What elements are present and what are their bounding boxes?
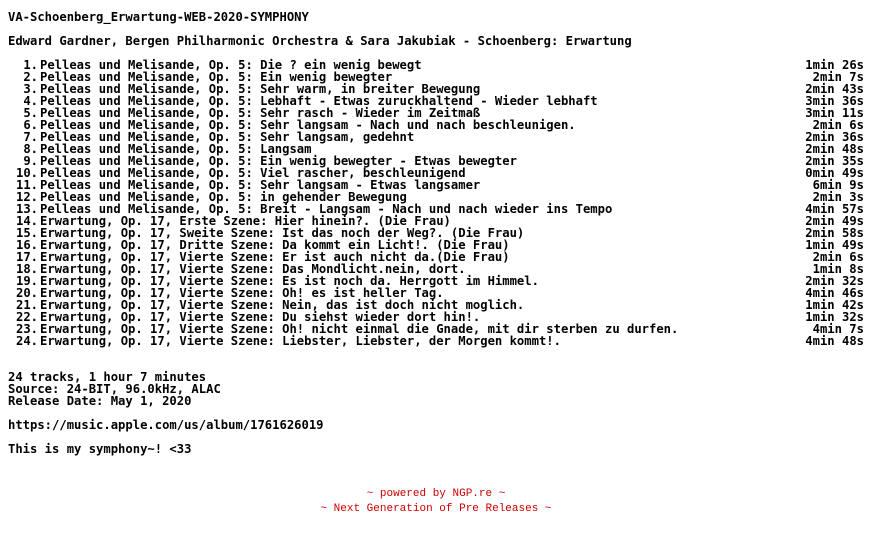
track-title: Pelleas und Melisande, Op. 5: Ein wenig bewegter - Etwas bewegter (40, 154, 517, 168)
track-number: 16. (15, 238, 38, 252)
track-number: 9. (23, 154, 38, 168)
track-duration: 1min 49s (805, 238, 864, 252)
track-duration: 4min 46s (805, 286, 864, 300)
track-title: Pelleas und Melisande, Op. 5: Sehr rasch - Wieder im Zeitmaß (40, 106, 481, 120)
track-title: Erwartung, Op. 17, Vierte Szene: Oh! nicht einmal die Gnade, mit dir sterben zu durfen. (40, 322, 679, 336)
track-title: Pelleas und Melisande, Op. 5: Sehr warm, in breiter Bewegung (40, 82, 481, 96)
track-title: Erwartung, Op. 17, Vierte Szene: Du siehst wieder dort hin!. (40, 310, 481, 324)
album-title: Edward Gardner, Bergen Philharmonic Orchestra & Sara Jakubiak - Schoenberg: Erwartung (8, 34, 632, 48)
track-title: Erwartung, Op. 17, Vierte Szene: Er ist auch nicht da.(Die Frau) (40, 250, 510, 264)
footer-credits (0, 487, 872, 517)
release-date: Release Date: May 1, 2020 (8, 394, 192, 408)
footer-powered-by: ~ powered by NGP.re ~ (366, 488, 506, 500)
track-duration: 1min 26s (805, 58, 864, 72)
track-title: Erwartung, Op. 17, Erste Szene: Hier hinein?. (Die Frau) (40, 214, 451, 228)
track-number: 14. (15, 214, 38, 228)
footer-tagline: ~ Next Generation of Pre Releases ~ (320, 503, 552, 515)
track-title: Erwartung, Op. 17, Vierte Szene: Es ist noch da. Herrgott im Himmel. (40, 274, 539, 288)
track-number: 23. (15, 322, 38, 336)
track-number: 18. (15, 262, 38, 276)
track-duration: 4min 7s (812, 322, 864, 336)
track-number: 3. (23, 82, 38, 96)
track-number: 20. (15, 286, 38, 300)
release-note: This is my symphony~! <33 (8, 442, 192, 456)
track-duration: 2min 49s (805, 214, 864, 228)
track-title: Pelleas und Melisande, Op. 5: Breit - Langsam - Nach und nach wieder ins Tempo (40, 202, 613, 216)
track-duration: 2min 35s (805, 154, 864, 168)
track-duration: 2min 58s (805, 226, 864, 240)
track-number: 8. (23, 142, 38, 156)
track-duration: 2min 3s (812, 190, 864, 204)
track-number: 5. (23, 106, 38, 120)
track-number: 12. (15, 190, 38, 204)
track-number: 6. (23, 118, 38, 132)
source-format: Source: 24-BIT, 96.0kHz, ALAC (8, 382, 221, 396)
track-number: 15. (15, 226, 38, 240)
track-duration: 6min 9s (812, 178, 864, 192)
track-number: 19. (15, 274, 38, 288)
track-duration: 1min 8s (812, 262, 864, 276)
track-duration: 2min 36s (805, 130, 864, 144)
track-duration: 2min 6s (812, 250, 864, 264)
track-title: Pelleas und Melisande, Op. 5: Ein wenig bewegter (40, 70, 393, 84)
track-duration: 0min 49s (805, 166, 864, 180)
track-duration: 2min 6s (812, 118, 864, 132)
track-title: Pelleas und Melisande, Op. 5: in gehender Bewegung (40, 190, 407, 204)
track-number: 1. (23, 58, 38, 72)
track-number: 10. (15, 166, 38, 180)
track-title: Pelleas und Melisande, Op. 5: Viel rascher, beschleunigend (40, 166, 466, 180)
track-duration: 3min 36s (805, 94, 864, 108)
album-link[interactable]: https://music.apple.com/us/album/1761626019 (8, 418, 324, 432)
track-title: Pelleas und Melisande, Op. 5: Sehr langsam - Nach und nach beschleunigen. (40, 118, 576, 132)
track-title: Pelleas und Melisande, Op. 5: Sehr langsam, gedehnt (40, 130, 415, 144)
track-title: Erwartung, Op. 17, Sweite Szene: Ist das noch der Weg?. (Die Frau) (40, 226, 525, 240)
nfo-document (8, 11, 864, 455)
track-title: Erwartung, Op. 17, Vierte Szene: Liebster, Liebster, der Morgen kommt!. (40, 334, 561, 348)
track-title: Erwartung, Op. 17, Dritte Szene: Da kommt ein Licht!. (Die Frau) (40, 238, 510, 252)
track-title: Erwartung, Op. 17, Vierte Szene: Oh! es ist heller Tag. (40, 286, 444, 300)
track-title: Pelleas und Melisande, Op. 5: Langsam (40, 142, 312, 156)
track-duration: 3min 11s (805, 106, 864, 120)
track-duration: 2min 48s (805, 142, 864, 156)
track-duration: 1min 42s (805, 298, 864, 312)
track-number: 17. (15, 250, 38, 264)
track-list (8, 59, 864, 347)
track-duration: 4min 57s (805, 202, 864, 216)
track-number: 11. (15, 178, 38, 192)
track-number: 24. (15, 334, 38, 348)
track-number: 21. (15, 298, 38, 312)
track-title: Erwartung, Op. 17, Vierte Szene: Nein, das ist doch nicht moglich. (40, 298, 525, 312)
track-number: 13. (15, 202, 38, 216)
release-name: VA-Schoenberg_Erwartung-WEB-2020-SYMPHONY (8, 10, 309, 24)
track-duration: 2min 43s (805, 82, 864, 96)
track-number: 4. (23, 94, 38, 108)
track-duration: 1min 32s (805, 310, 864, 324)
track-row (8, 335, 864, 347)
track-number: 2. (23, 70, 38, 84)
track-title: Pelleas und Melisande, Op. 5: Die ? ein wenig bewegt (40, 58, 422, 72)
track-count-duration: 24 tracks, 1 hour 7 minutes (8, 370, 207, 384)
track-title: Erwartung, Op. 17, Vierte Szene: Das Mondlicht.nein, dort. (40, 262, 466, 276)
track-duration: 4min 48s (805, 334, 864, 348)
track-number: 22. (15, 310, 38, 324)
track-number: 7. (23, 130, 38, 144)
track-title: Pelleas und Melisande, Op. 5: Lebhaft - Etwas zuruckhaltend - Wieder lebhaft (40, 94, 598, 108)
track-title: Pelleas und Melisande, Op. 5: Sehr langsam - Etwas langsamer (40, 178, 481, 192)
track-duration: 2min 7s (812, 70, 864, 84)
track-duration: 2min 32s (805, 274, 864, 288)
